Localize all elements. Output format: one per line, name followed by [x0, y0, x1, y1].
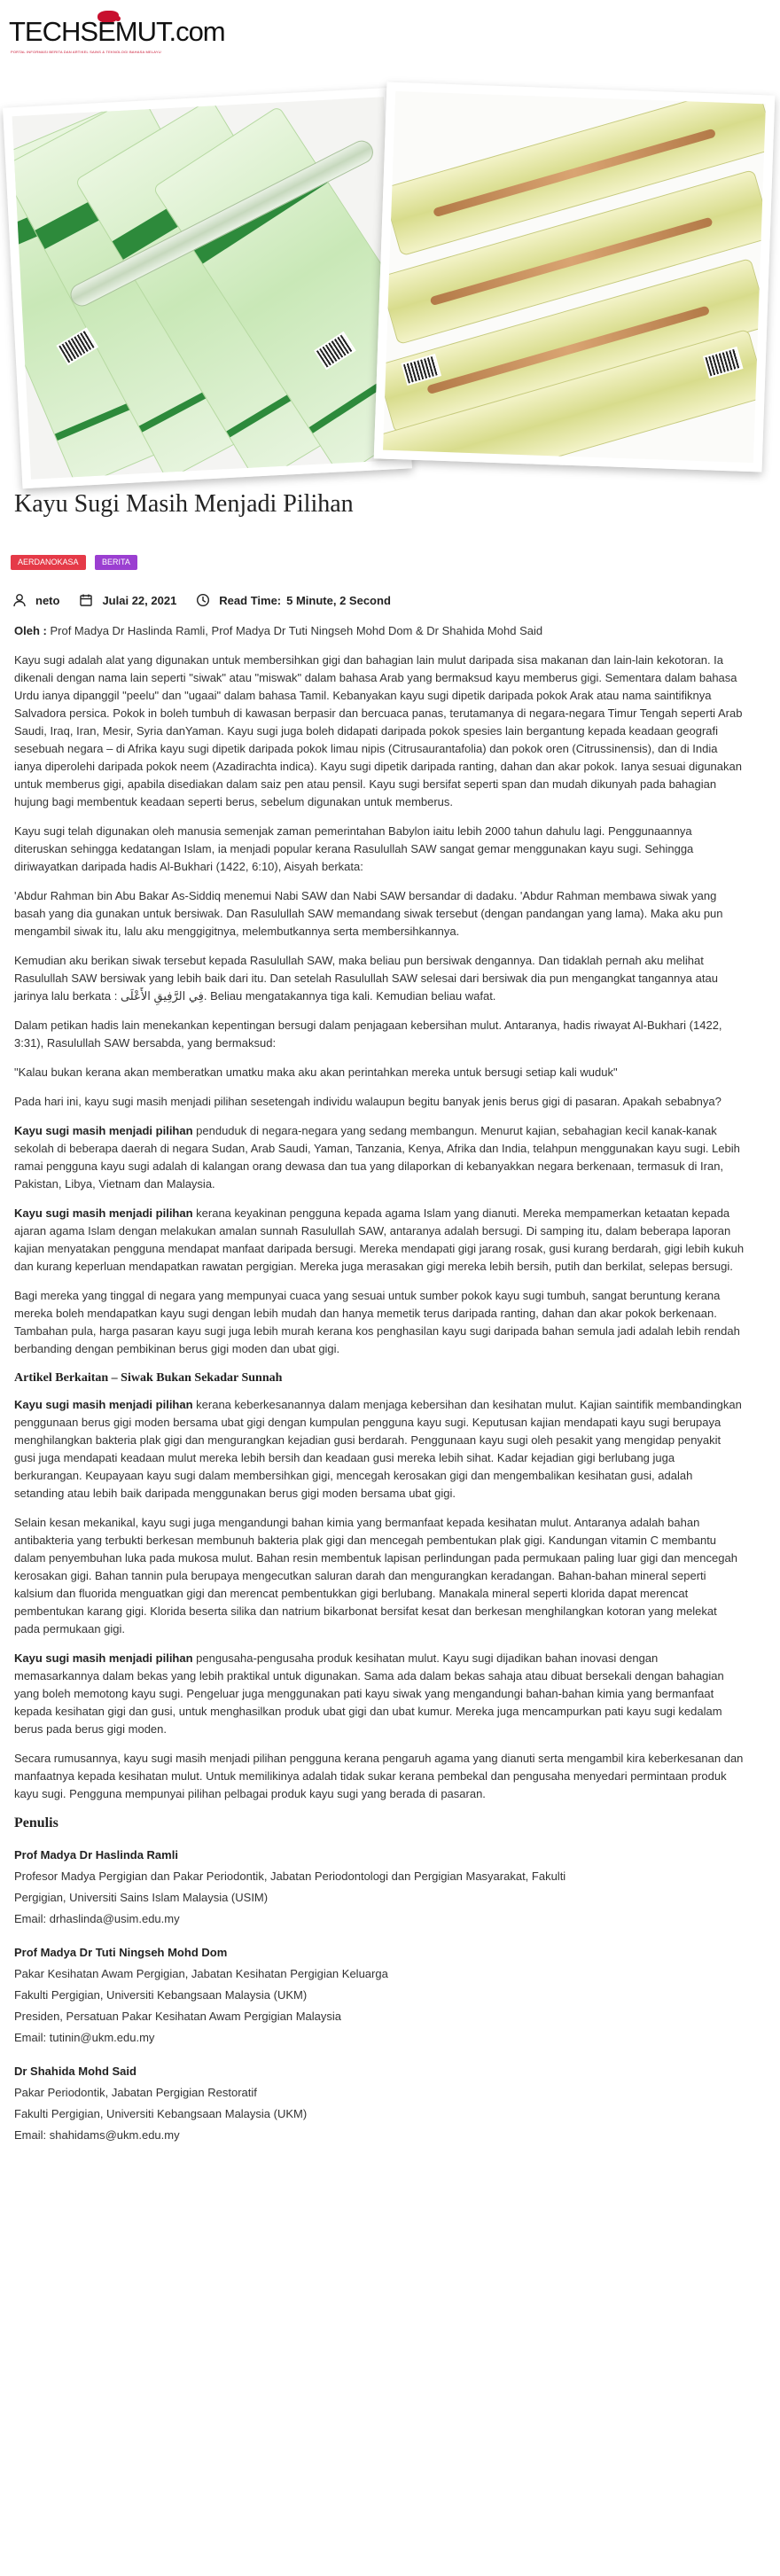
hadith-quote: "Kalau bukan kerana akan memberatkan umatku maka aku akan perintahkan mereka untuk bersugi setiap kali wuduk"	[14, 1066, 618, 1079]
author-position: Pakar Periodontik, Jabatan Pergigian Restoratif	[14, 2086, 257, 2099]
author-role: Presiden, Persatuan Pakar Kesihatan Awam Pergigian Malaysia	[14, 2010, 342, 2023]
paragraph: Kayu sugi masih menjadi pilihan kerana keberkesanannya dalam menjaga kebersihan dan kesihatan mulut. Kajian saintifik membandingkan penggunaan berus gigi moden bersama ubat gigi dengan kumpulan pengguna kayu sugi. Keputusan kajian mendapati kayu sugi berupaya menghilangkan bakteria plak gigi dan mengurangkan kejadian gusi berdarah. Penggunaan kayu sugi oleh pesakit yang mengidap penyakit gusi juga mendapati keadaan mulut mereka lebih bersih dan keadaan gusi mereka lebih sihat. Kadar kejadian gigi berlubang juga berkurangan. Keupayaan kayu sugi dalam membersihkan gigi, mencegah kerosakan gigi dan mengembalikan kesihatan gusi, adalah setanding atau lebih baik daripada menggunakan berus gigi moden bersama ubat gigi.	[14, 1398, 742, 1500]
clock-icon	[196, 593, 210, 607]
paragraph: Bagi mereka yang tinggal di negara yang mempunyai cuaca yang sesuai untuk sumber pokok kayu sugi tumbuh, sangat beruntung kerana mereka boleh mendapatkan kayu sugi dengan lebih mudah dan hanya memetik terus daripada ranting, dahan dan akar pokok berkenaan. Tambahan pula, harga pasaran kayu sugi juga lebih murah kerana kos penghasilan kayu sugi daripada bahan semula jadi adalah lebih rendah berbanding dengan pembikinan berus gigi moden dan ubat gigi.	[14, 1289, 740, 1355]
author-block	[14, 1845, 745, 1930]
hadith-quote: 'Abdur Rahman bin Abu Bakar As-Siddiq menemui Nabi SAW dan Nabi SAW bersandar di dadaku. 'Abdur Rahman membawa siwak yang basah yang dia gunakan untuk bersiwak. Dan Rasulullah SAW memandang siwak tersebut (dengan pandangan yang lama). Maka aku pun mengambil siwak itu, lalu aku menggigitnya, melembutkannya serta membersihkannya.	[14, 889, 723, 938]
author-name: Prof Madya Dr Tuti Ningseh Mohd Dom	[14, 1946, 228, 1959]
writers-heading: Penulis	[14, 1815, 58, 1831]
photo-siwak-al-muslim	[374, 82, 776, 472]
paragraph: Kayu sugi telah digunakan oleh manusia semenjak zaman pemerintahan Babylon iaitu lebih 2000 tahun dahulu lagi. Penggunaannya diteruskan sehingga kedatangan Islam, ia menjadi popular kerana Rasulullah SAW sangat gemar menggunakan kayu sugi. Sehingga diriwayatkan daripada hadis Al-Bukhari (1422, 6:10), Aisyah berkata:	[14, 824, 694, 873]
tag-aerdanokasa[interactable]: AERDANOKASA	[11, 555, 86, 570]
related-article-link[interactable]: Artikel Berkaitan – Siwak Bukan Sekadar Sunnah	[14, 1371, 283, 1385]
paragraph: Kayu sugi adalah alat yang digunakan untuk membersihkan gigi dan bahagian lain mulut daripada sisa makanan dan lain-lain kekotoran. Ia dikenali dengan nama lain seperti "siwak" atau "miswak" dalam bahasa Arab yang bermaksud kayu memberus gigi. Sementara dalam bahasa Urdu ianya dipanggil "peelu" dan "ugaai" dalam bahasa Tamil. Kebanyakan kayu sugi dipetik daripada pokok Arak atau nama saintifiknya Salvadora persica. Pokok in boleh tumbuh di kawasan berpasir dan bercuaca panas, terutamanya di negara-negara Timur Tengah seperti Arab Saudi, Iraq, Iran, Mesir, Syria danYaman. Kayu sugi juga boleh didapati daripada pokok spesies lain bergantung kepada keadaan geografi sesebuah negara – di Afrika kayu sugi dipetik daripada pokok limau nipis (Citrusaurantafolia) dan pokok oren (Citrussinensis), dan di India ianya diperolehi daripada pokok neem (Azadirachta indica). Kayu sugi dipetik daripada ranting, dahan dan akar pokok. Ianya sesuai digunakan untuk memberus gigi, apabila disediakan dalam saiz pen atau pensil. Kayu sugi bersifat seperti span dan mudah dikunyah pada bahagian hujung bagi membentuk keadaan seperti berus, sebelum digunakan untuk memberus.	[14, 653, 743, 808]
byline: Oleh : Prof Madya Dr Haslinda Ramli, Prof Madya Dr Tuti Ningseh Mohd Dom & Dr Shahida Mohd Said	[14, 624, 543, 637]
post-meta	[12, 589, 410, 612]
calendar-icon	[79, 593, 93, 607]
user-icon	[12, 593, 27, 607]
author-position: Profesor Madya Pergigian dan Pakar Periodontik, Jabatan Periodontologi dan Pergigian Masyarakat, Fakulti	[14, 1870, 566, 1883]
photo-siwak-packets-green	[3, 88, 412, 488]
tag-berita[interactable]: BERITA	[95, 555, 137, 570]
author-affiliation: Fakulti Pergigian, Universiti Kebangsaan Malaysia (UKM)	[14, 1988, 308, 2002]
post-author[interactable]: neto	[35, 593, 60, 607]
author-affiliation: Fakulti Pergigian, Universiti Kebangsaan Malaysia (UKM)	[14, 2107, 308, 2120]
site-logo[interactable]	[9, 9, 225, 55]
featured-image	[12, 71, 768, 479]
category-tags	[11, 553, 143, 569]
author-email[interactable]: Email: drhaslinda@usim.edu.my	[14, 1912, 180, 1925]
read-time-value: 5 Minute, 2 Second	[286, 593, 391, 607]
article-body	[14, 622, 745, 2158]
author-position: Pakar Kesihatan Awam Pergigian, Jabatan Kesihatan Pergigian Keluarga	[14, 1967, 388, 1980]
logo-text: TECHSEMUT.com	[9, 16, 225, 47]
author-block	[14, 2061, 745, 2146]
post-date: Julai 22, 2021	[102, 593, 177, 607]
author-name: Prof Madya Dr Haslinda Ramli	[14, 1848, 178, 1862]
author-email[interactable]: Email: shahidams@ukm.edu.my	[14, 2128, 180, 2142]
author-block	[14, 1942, 745, 2049]
paragraph: Kemudian aku berikan siwak tersebut kepada Rasulullah SAW, maka beliau pun bersiwak dengannya. Dan tidaklah pernah aku melihat Rasulullah SAW bersiwak yang lebih baik dari itu. Dan setelah Rasulullah SAW selesai dari bersiwak dia pun mengangkat tangannya atau jarinya lalu berkata : فِي الرَّفِيقِ الأَعْلَى. Beliau mengatakannya tiga kali. Kemudian beliau wafat.	[14, 954, 718, 1003]
author-affiliation: Pergigian, Universiti Sains Islam Malaysia (USIM)	[14, 1891, 269, 1904]
logo-tagline: PORTAL INFORMASI BERITA DAN ARTIKEL SAINS & TEKNOLOGI BAHASA MELAYU	[11, 50, 161, 54]
paragraph: Kayu sugi masih menjadi pilihan kerana keyakinan pengguna kepada agama Islam yang dianuti. Mereka mempamerkan ketaatan kepada ajaran agama Islam dengan melakukan amalan sunnah Rasulullah SAW, antaranya adalah bersugi. Di samping itu, dalam beberapa laporan kajian menyatakan pengguna mendapat manfaat daripada bersugi. Mereka mendapati gigi jarang rosak, gusi kurang berdarah, gigi lebih kukuh dan kurang keperluan mendapatkan rawatan pergigian. Mereka juga merasakan gigi mereka lebih bersih, putih dan berkilat, selepas bersugi.	[14, 1206, 745, 1273]
paragraph: Kayu sugi masih menjadi pilihan penduduk di negara-negara yang sedang membangun. Menurut kajian, sebahagian kecil kanak-kanak sekolah di beberapa daerah di negara Sudan, Arab Saudi, Yaman, Tanzania, Kenya, Afrika dan India, telahpun menggunakan kayu sugi. Lebih ramai pengguna kayu sugi adalah di kalangan orang dewasa dan tua yang dilaporkan di kebanyakkan negara berkenaan, termasuk di Iran, Pakistan, Libya, Vietnam dan Malaysia.	[14, 1124, 740, 1190]
paragraph: Secara rumusannya, kayu sugi masih menjadi pilihan pengguna kerana pengaruh agama yang dianuti serta mengambil kira keberkesanan dan manfaatnya kepada kesihatan mulut. Untuk memilikinya adalah tidak sukar kerana pembekal dan pengusaha menyedari permintaan produk kayu sugi. Pengguna mempunyai pilihan pelbagai produk kayu sugi yang berada di pasaran.	[14, 1752, 744, 1800]
paragraph: Dalam petikan hadis lain menekankan kepentingan bersugi dalam penjagaan kebersihan mulut. Antaranya, hadis riwayat Al-Bukhari (1422, 3:31), Rasulullah SAW bersabda, yang bermaksud:	[14, 1019, 722, 1050]
paragraph: Kayu sugi masih menjadi pilihan pengusaha-pengusaha produk kesihatan mulut. Kayu sugi dijadikan bahan inovasi dengan memasarkannya dalam bekas yang lebih praktikal untuk digunakan. Sama ada dalam bekas sahaja atau dibuat bersekali dengan bahagian yang boleh memotong kayu sugi. Pengeluar juga menggunakan pati kayu siwak yang mengandungi bahan-bahan kimia yang bermanfaat kepada kesihatan gigi dan gusi, untuk menghasilkan produk ubat gigi dan ubat kumur. Mereka juga mencampurkan pati kayu sugi kedalam berus pada berus gigi moden.	[14, 1651, 724, 1736]
author-email[interactable]: Email: tutinin@ukm.edu.my	[14, 2031, 155, 2044]
paragraph: Pada hari ini, kayu sugi masih menjadi pilihan sesetengah individu walaupun begitu banyak jenis berus gigi di pasaran. Apakah sebabnya?	[14, 1095, 722, 1108]
read-time-label: Read Time:	[219, 593, 282, 607]
article-title: Kayu Sugi Masih Menjadi Pilihan	[14, 490, 354, 518]
site-header	[0, 0, 780, 64]
author-name: Dr Shahida Mohd Said	[14, 2065, 136, 2078]
paragraph: Selain kesan mekanikal, kayu sugi juga mengandungi bahan kimia yang bermanfaat kepada kesihatan mulut. Antaranya adalah bahan antibakteria yang terbukti berkesan membunuh bakteria plak gigi dan mencegah pembentukan plak gigi. Kandungan vitamin C membantu dalam penyembuhan luka pada mukosa mulut. Bahan resin membentuk lapisan perlindungan pada permukaan paling luar gigi dan mencegah kerosakan gigi. Bahan tannin pula berupaya mengecutkan saluran darah dan mengurangkan keradangan. Bahan-bahan mineral seperti kalsium dan fluorida menguatkan gigi dan merencat pembentukkan gigi berlubang. Manakala mineral seperti klorida dapat merencat pembentukan karang gigi. Klorida beserta silika dan natrium bikarbonat bersifat kesat dan berkesan menghilangkan kotoran yang melekat pada permukaan gigi.	[14, 1516, 737, 1635]
